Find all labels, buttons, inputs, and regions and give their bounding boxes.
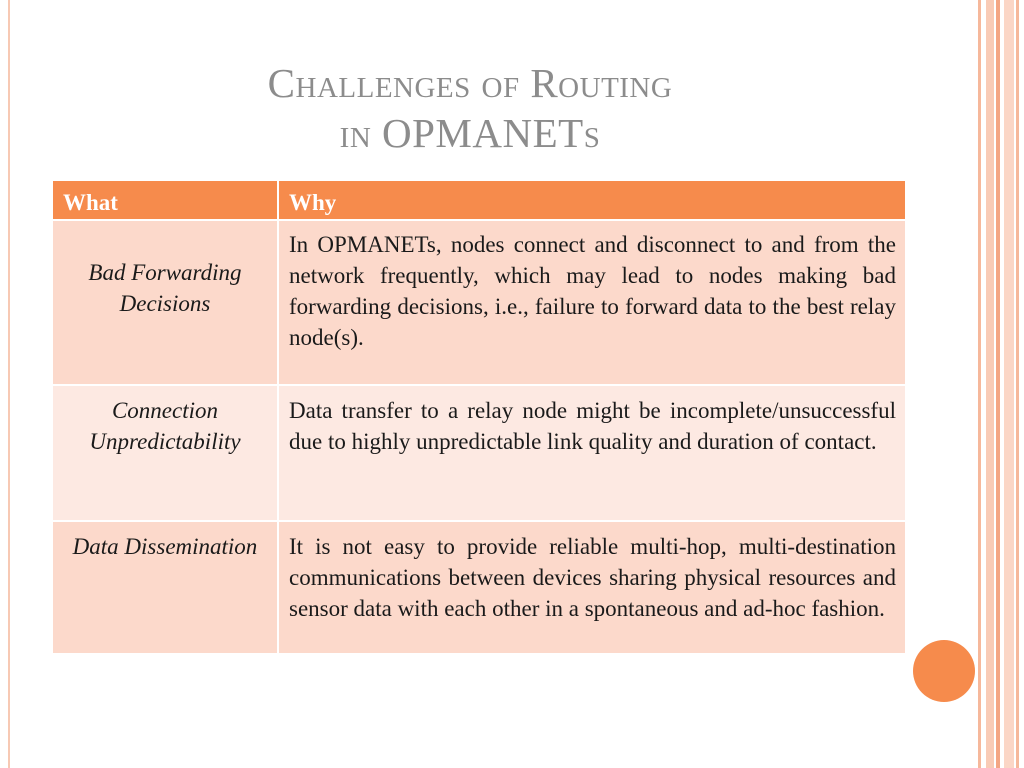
table-row [52, 521, 906, 654]
challenges-table [51, 179, 907, 655]
slide-title [0, 58, 940, 158]
row-why-cell: Data transfer to a relay node might be incomplete/unsuccessful due to highly unpredictable link quality and duration of contact. [278, 385, 906, 521]
row-what-cell: Bad Forwarding Decisions [52, 220, 278, 385]
row-what-cell: Connection Unpredictability [52, 385, 278, 521]
right-stripe [986, 0, 994, 768]
title-line-1: Challenges of Routing [267, 60, 673, 106]
title-line-2: in OPMANETs [339, 110, 601, 156]
table-row [52, 220, 906, 385]
row-why-cell: In OPMANETs, nodes connect and disconnect to and from the network frequently, which may lead to nodes making bad forwarding decisions, i.e., failure to forward data to the best relay node(s). [278, 220, 906, 385]
right-stripe [1016, 0, 1019, 768]
decorative-circle [913, 640, 975, 702]
right-stripe [978, 0, 981, 768]
row-why-cell: It is not easy to provide reliable multi-hop, multi-destination communications between devices sharing physical resources and sensor data with each other in a spontaneous and ad-hoc fashion. [278, 521, 906, 654]
header-why: Why [278, 180, 906, 220]
table-header-row [52, 180, 906, 220]
right-stripe [1004, 0, 1014, 768]
right-stripe [996, 0, 1000, 768]
row-what-cell: Data Dissemination [52, 521, 278, 654]
table-row [52, 385, 906, 521]
header-what: What [52, 180, 278, 220]
